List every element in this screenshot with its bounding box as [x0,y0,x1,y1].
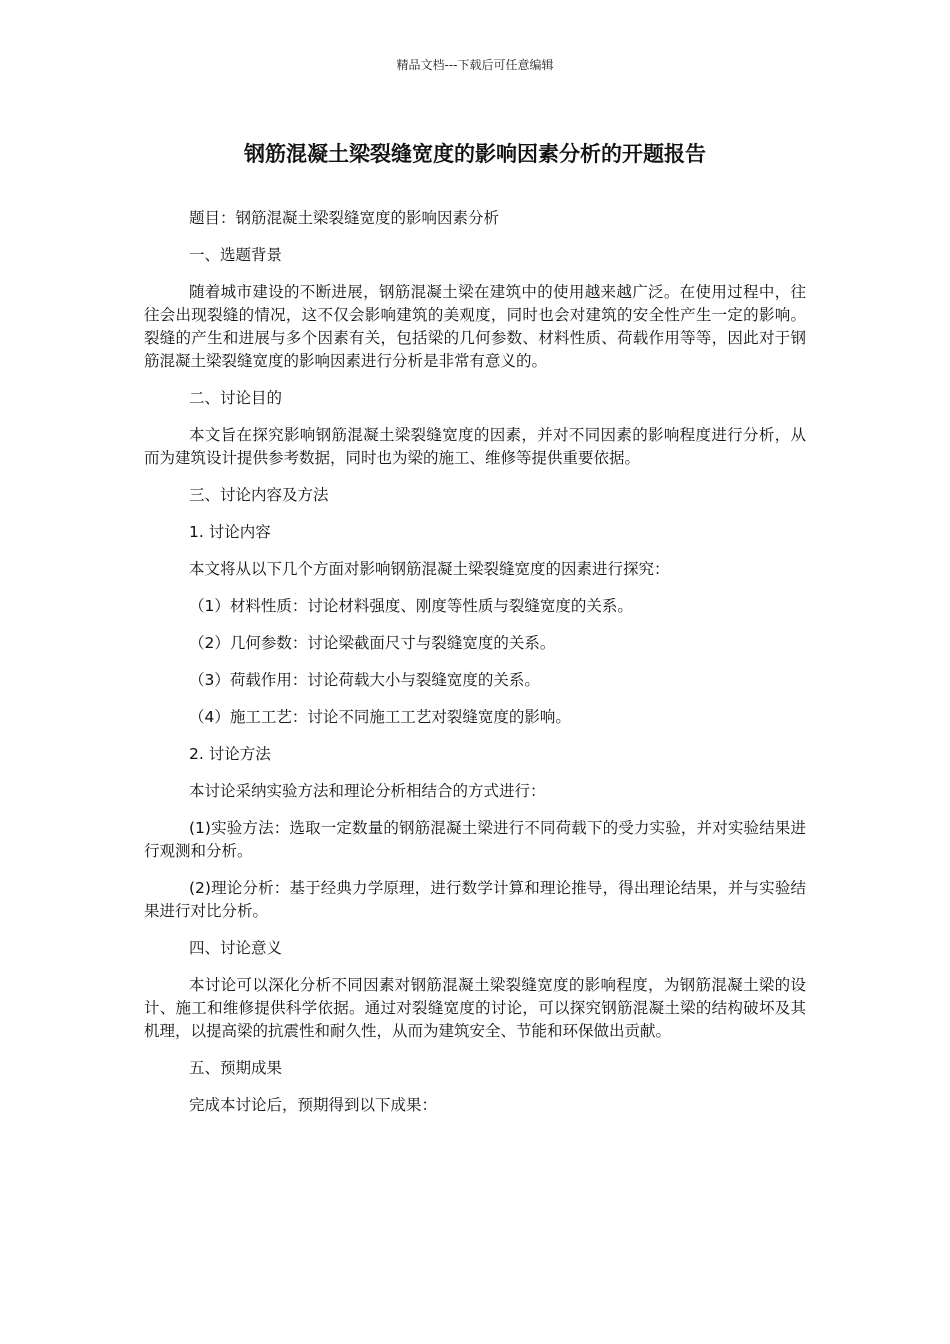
content-item-construction: （4）施工工艺：讨论不同施工工艺对裂缝宽度的影响。 [189,708,571,726]
topic-line: 题目：钢筋混凝土梁裂缝宽度的影响因素分析 [189,209,500,227]
content-intro-paragraph: 本文将从以下几个方面对影响钢筋混凝土梁裂缝宽度的因素进行探究： [189,560,670,578]
section-heading-significance: 四、讨论意义 [189,939,283,957]
section-heading-content-method: 三、讨论内容及方法 [189,486,329,504]
content-item-material: （1）材料性质：讨论材料强度、刚度等性质与裂缝宽度的关系。 [189,597,633,615]
method-intro-paragraph: 本讨论采纳实验方法和理论分析相结合的方式进行： [189,782,546,800]
expected-results-intro: 完成本讨论后，预期得到以下成果： [189,1096,438,1114]
subheading-content: 1. 讨论内容 [189,523,271,541]
page-header: 精品文档---下载后可任意编辑 [396,58,554,72]
content-item-load: （3）荷载作用：讨论荷载大小与裂缝宽度的关系。 [189,671,540,689]
section-heading-expected-results: 五、预期成果 [189,1059,283,1077]
method-item-experiment: (1)实验方法：选取一定数量的钢筋混凝土梁进行不同荷载下的受力实验，并对实验结果进行观测和分析。 [144,819,806,860]
content-item-geometry: （2）几何参数：讨论梁截面尺寸与裂缝宽度的关系。 [189,634,556,652]
method-item-theory: (2)理论分析：基于经典力学原理，进行数学计算和理论推导，得出理论结果，并与实验结果进行对比分析。 [144,879,806,920]
subheading-method: 2. 讨论方法 [189,745,271,763]
document-body [144,207,806,1131]
significance-paragraph: 本讨论可以深化分析不同因素对钢筋混凝土梁裂缝宽度的影响程度，为钢筋混凝土梁的设计、施工和维修提供科学依据。通过对裂缝宽度的讨论，可以探究钢筋混凝土梁的结构破坏及其机理，以提高梁的抗震性和耐久性，从而为建筑安全、节能和环保做出贡献。 [144,976,806,1040]
background-paragraph: 随着城市建设的不断进展，钢筋混凝土梁在建筑中的使用越来越广泛。在使用过程中，往往会出现裂缝的情况，这不仅会影响建筑的美观度，同时也会对建筑的安全性产生一定的影响。裂缝的产生和进展与多个因素有关，包括梁的几何参数、材料性质、荷载作用等等，因此对于钢筋混凝土梁裂缝宽度的影响因素进行分析是非常有意义的。 [144,283,806,370]
section-heading-purpose: 二、讨论目的 [189,389,283,407]
purpose-paragraph: 本文旨在探究影响钢筋混凝土梁裂缝宽度的因素，并对不同因素的影响程度进行分析，从而为建筑设计提供参考数据，同时也为梁的施工、维修等提供重要依据。 [144,426,806,467]
document-title: 钢筋混凝土梁裂缝宽度的影响因素分析的开题报告 [244,142,706,166]
section-heading-background: 一、选题背景 [189,246,283,264]
